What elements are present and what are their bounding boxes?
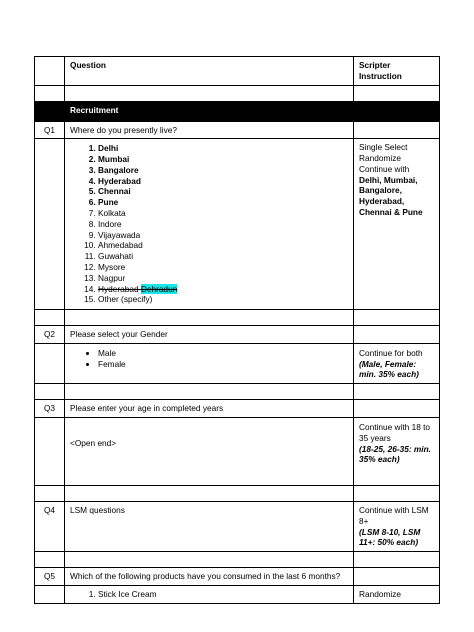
q1-option: 12. Mysore (98, 262, 348, 273)
q1-options-row (35, 139, 440, 310)
q2-options-row (35, 343, 440, 383)
q1-option-14 (98, 284, 348, 295)
q4-text: LSM questions (65, 502, 354, 552)
q2-row (35, 326, 440, 344)
q1-option: 15. Other (specify) (98, 294, 348, 305)
q4-number: Q4 (35, 502, 65, 552)
q4-instr-1: Continue with LSM 8+ (359, 505, 429, 526)
q1-instr-3: Continue with (359, 163, 410, 174)
q1-option: 1. Delhi (98, 143, 348, 154)
section-row (35, 101, 440, 121)
q1-option: 8. Indore (98, 219, 348, 230)
header-instruction: Scripter Instruction (354, 57, 440, 86)
q5-row (35, 568, 440, 586)
q2-options-list (70, 348, 348, 370)
q5-number: Q5 (35, 568, 65, 586)
q1-instr-4: Delhi, Mumbai, Bangalore, Hyderabad, Chennai & Pune (359, 174, 423, 218)
q4-row (35, 502, 440, 552)
q3-text: Please enter your age in completed years (65, 400, 354, 418)
q1-number: Q1 (35, 121, 65, 139)
header-num-cell (35, 57, 65, 86)
q2-option: • Male (98, 348, 348, 359)
spacer-row (35, 85, 440, 101)
q5-options-list (70, 589, 348, 600)
q5-options-row (35, 586, 440, 604)
q1-option: 9. Vijayawada (98, 230, 348, 241)
q1-instr-1: Single Select (359, 142, 408, 153)
header-row (35, 57, 440, 86)
q1-option: 13. Nagpur (98, 273, 348, 284)
q1-option: 7. Kolkata (98, 208, 348, 219)
q2-number: Q2 (35, 326, 65, 344)
header-question: Question (65, 57, 354, 86)
section-title: Recruitment (65, 101, 354, 121)
q3-answer: <Open end> (65, 417, 354, 485)
q3-number: Q3 (35, 400, 65, 418)
q1-option: 6. Pune (98, 197, 348, 208)
q2-instr-1: Continue for both (359, 347, 423, 358)
q1-text: Where do you presently live? (65, 121, 354, 139)
spacer-row (35, 486, 440, 502)
q1-option: 2. Mumbai (98, 154, 348, 165)
spacer-row (35, 384, 440, 400)
q5-option: 1. Stick Ice Cream (98, 589, 348, 600)
q1-option: 3. Bangalore (98, 165, 348, 176)
questionnaire-table (34, 56, 440, 604)
q3-row (35, 400, 440, 418)
spacer-row (35, 310, 440, 326)
q1-options-list (70, 143, 348, 305)
q1-instr-2: Randomize (359, 153, 401, 164)
highlighted-text: Dehradun (140, 283, 178, 294)
q3-instr-1: Continue with 18 to 35 years (359, 421, 431, 443)
q5-instr-1: Randomize (354, 586, 440, 604)
q1-option: 10. Ahmedabad (98, 240, 348, 251)
q5-text: Which of the following products have you consumed in the last 6 months? (65, 568, 354, 586)
q1-option: 4. Hyderabad (98, 176, 348, 187)
struck-text: Hyderabad (98, 283, 139, 294)
spacer-row (35, 552, 440, 568)
q1-option: 11. Guwahati (98, 251, 348, 262)
q3-answer-row (35, 417, 440, 485)
q2-option: • Female (98, 359, 348, 370)
q4-instr-2: (LSM 8-10, LSM 11+: 50% each) (359, 526, 421, 548)
q3-instr-2: (18-25, 26-35: min. 35% each) (359, 443, 431, 465)
q2-instr-2: (Male, Female: min. 35% each) (359, 358, 419, 380)
q2-text: Please select your Gender (65, 326, 354, 344)
q1-option: 5. Chennai (98, 186, 348, 197)
q1-row (35, 121, 440, 139)
